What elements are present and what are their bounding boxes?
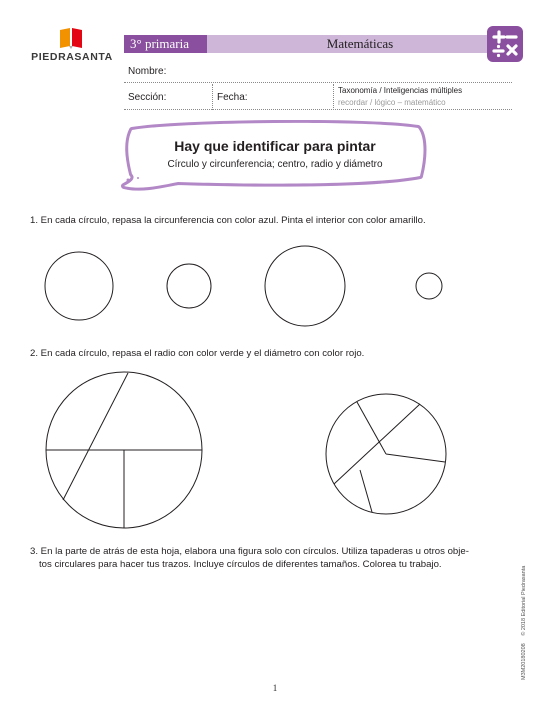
taxonomy-detail: recordar / lógico – matemático (338, 98, 446, 107)
document-code: M3M20180208 (521, 643, 527, 680)
page-title: Hay que identificar para pintar (174, 138, 376, 154)
page-subtitle: Círculo y circunferencia; centro, radio y diámetro (167, 159, 383, 170)
brand-name: PIEDRASANTA (31, 51, 113, 63)
question-3-line-2: tos circulares para hacer tus trazos. Incluye círculos de diferentes tamaños. Colorea tu trabajo. (39, 559, 442, 570)
circle-with-lines-2[interactable] (326, 394, 446, 514)
svg-text:M3M20180208 © 2018 Editori (520, 565, 527, 680)
subject-label: Matemáticas (207, 35, 513, 53)
copyright-text: © 2018 Editorial Piedrasanta (521, 565, 527, 636)
question-2: 2. En cada círculo, repasa el radio con color verde y el diámetro con color rojo. (30, 348, 365, 359)
circle-2[interactable] (167, 264, 211, 308)
circle-1[interactable] (45, 252, 113, 320)
question-1: 1. En cada círculo, repasa la circunferencia con color azul. Pinta el interior con color amarillo. (30, 215, 426, 226)
date-label: Fecha: (217, 92, 248, 103)
circle-3[interactable] (265, 246, 345, 326)
taxonomy-label: Taxonomía / Inteligencias múltiples (338, 86, 463, 95)
circle-with-lines-1[interactable] (46, 372, 202, 528)
circle-4[interactable] (416, 273, 442, 299)
name-label: Nombre: (128, 66, 167, 77)
grade-label: 3° primaria (124, 35, 207, 53)
copyright-note (516, 470, 530, 690)
section-label: Sección: (128, 92, 167, 103)
page-number: 1 (272, 683, 278, 693)
question-3-line-1: 3. En la parte de atrás de esta hoja, elabora una figura solo con círculos. Utiliza tapaderas u otros obje- (30, 546, 469, 557)
